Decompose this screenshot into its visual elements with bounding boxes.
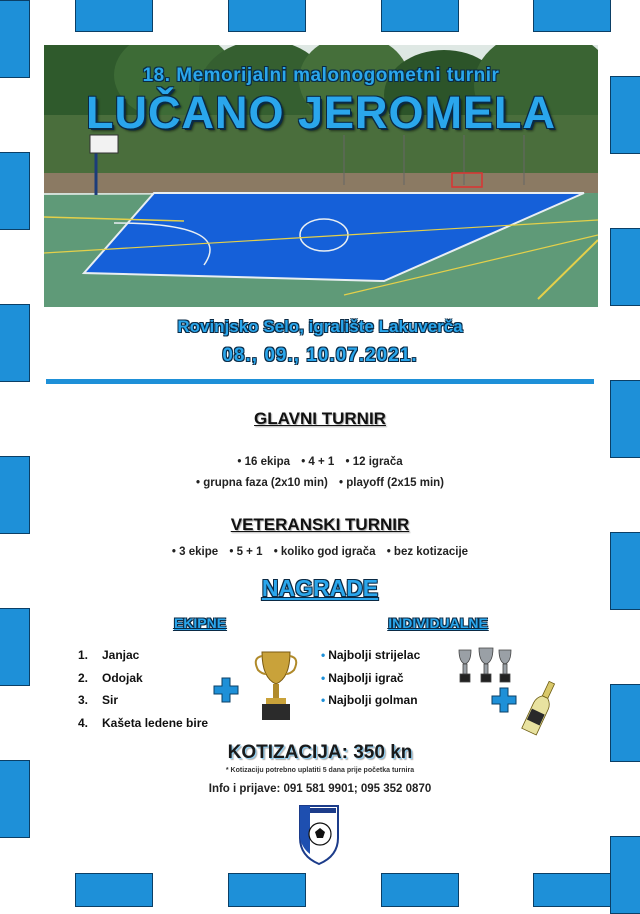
- border-tile: [0, 608, 30, 686]
- item-label: Najbolji golman: [328, 693, 418, 707]
- location: Rovinjsko Selo, igralište Lakuverča: [177, 317, 463, 336]
- item-number: 1.: [78, 648, 89, 662]
- list-item: [321, 671, 420, 694]
- glavni-detail: • playoff (2x15 min): [339, 477, 445, 489]
- trophy-icon: [252, 648, 300, 722]
- border-tile: [610, 228, 640, 306]
- info-contact: Info i prijave: 091 581 9901; 095 352 0870: [208, 783, 432, 795]
- divider: [46, 379, 594, 384]
- kotizacija-note: * Kotizaciju potrebno uplatiti 5 dana prije početka turnira: [225, 767, 415, 774]
- veteranski-detail: • 3 ekipe: [171, 546, 219, 558]
- glavni-detail: • 16 ekipa: [237, 456, 290, 468]
- club-logo-icon: [298, 804, 340, 866]
- list-item: [321, 693, 420, 716]
- border-tile: [0, 152, 30, 230]
- item-number: 3.: [78, 693, 89, 707]
- hero-title: LUČANO JEROMELA: [85, 87, 556, 138]
- glavni-details-row1: [0, 456, 640, 468]
- ekipne-heading: EKIPNE: [173, 615, 227, 631]
- glavni-detail: • grupna faza (2x10 min): [195, 477, 328, 489]
- individualne-list: [321, 648, 420, 716]
- veteranski-detail: • bez kotizacije: [386, 546, 469, 558]
- nagrade-heading: NAGRADE: [261, 575, 379, 601]
- item-label: Kašeta ledene bire: [102, 715, 209, 730]
- border-tile: [533, 873, 611, 907]
- item-label: Sir: [102, 693, 119, 707]
- veteranski-heading: VETERANSKI TURNIR: [230, 515, 410, 534]
- list-item: [321, 648, 420, 671]
- item-number: 2.: [78, 670, 89, 685]
- veteranski-detail: • 5 + 1: [229, 546, 263, 558]
- border-tile: [381, 0, 459, 32]
- ekipne-list: [78, 648, 208, 738]
- glavni-details-row2: [0, 477, 640, 489]
- border-tile: [610, 76, 640, 154]
- bullet-icon: •: [321, 670, 326, 685]
- plus-icon: [490, 686, 518, 714]
- list-item: [78, 716, 208, 739]
- border-tile: [75, 873, 153, 907]
- list-item: [78, 648, 208, 671]
- item-label: Najbolji igrač: [328, 670, 404, 685]
- individualne-heading: INDIVIDUALNE: [388, 615, 488, 631]
- border-tile: [610, 836, 640, 914]
- plus-icon: [212, 676, 240, 704]
- border-tile: [228, 873, 306, 907]
- bullet-icon: •: [321, 648, 326, 662]
- kotizacija-title: KOTIZACIJA: 350 kn: [227, 742, 413, 763]
- trophies-icon: [455, 646, 517, 686]
- hero-banner: [44, 45, 598, 307]
- border-tile: [381, 873, 459, 907]
- item-number: 4.: [78, 715, 89, 730]
- wine-bottle-icon: [520, 678, 560, 738]
- dates: 08., 09., 10.07.2021.: [222, 345, 418, 366]
- bullet-icon: •: [321, 693, 326, 707]
- border-tile: [0, 304, 30, 382]
- hero-subtitle: 18. Memorijalni malonogometni turnir: [142, 65, 500, 86]
- glavni-heading: GLAVNI TURNIR: [254, 409, 386, 428]
- veteranski-detail: • koliko god igrača: [273, 546, 376, 558]
- list-item: [78, 671, 208, 694]
- border-tile: [75, 0, 153, 32]
- border-tile: [0, 0, 30, 78]
- item-label: Janjac: [102, 648, 140, 662]
- item-label: Odojak: [102, 670, 143, 685]
- veteranski-details: [0, 546, 640, 558]
- list-item: [78, 693, 208, 716]
- glavni-detail: • 4 + 1: [301, 456, 335, 468]
- item-label: Najbolji strijelac: [328, 648, 421, 662]
- border-tile: [228, 0, 306, 32]
- glavni-detail: • 12 igrača: [345, 456, 403, 468]
- border-tile: [533, 0, 611, 32]
